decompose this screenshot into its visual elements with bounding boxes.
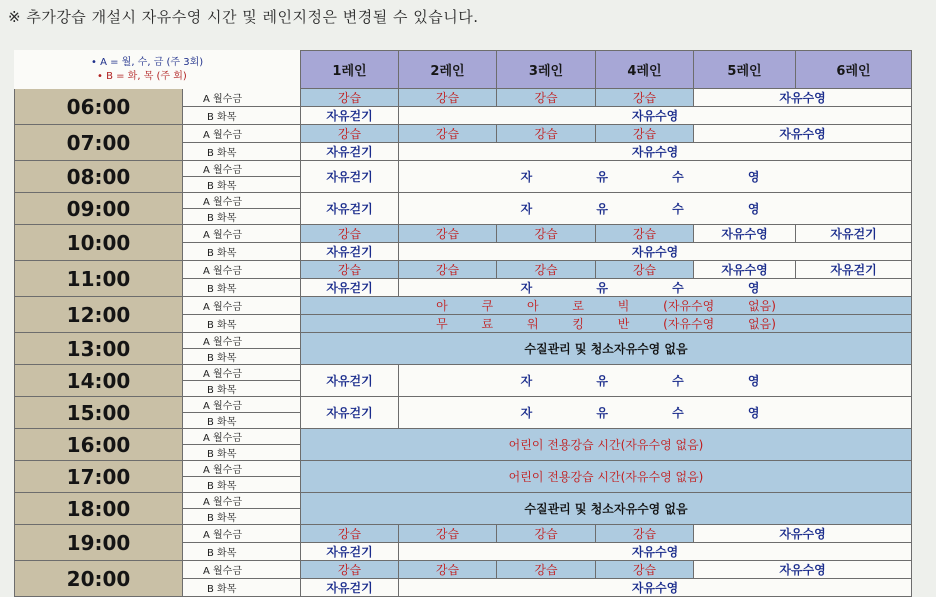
- kids-lesson-cell: 어린이 전용강습 시간(자유수영 없음): [301, 461, 912, 493]
- time-1600: 16:00: [15, 429, 183, 461]
- header-row: [15, 51, 912, 89]
- free-walk-cell: 자유걷기: [301, 397, 399, 429]
- lesson-cell: 강습: [301, 225, 399, 243]
- row-1600-a: [15, 429, 912, 445]
- pool-schedule-table: [14, 50, 912, 597]
- lesson-cell: 강습: [497, 525, 596, 543]
- free-walk-cell: 자유걷기: [301, 143, 399, 161]
- free-walk-cell: 자유걷기: [301, 107, 399, 125]
- time-1700: 17:00: [15, 461, 183, 493]
- lesson-cell: 강습: [301, 561, 399, 579]
- day-a: A 월수금: [183, 161, 301, 177]
- free-swim-spaced-cell: 자 유 수 영: [399, 365, 912, 397]
- row-0700-a: [15, 125, 912, 143]
- day-b: B 화목: [183, 509, 301, 525]
- lesson-cell: 강습: [497, 561, 596, 579]
- day-b: B 화목: [183, 579, 301, 597]
- lesson-cell: 강습: [497, 261, 596, 279]
- time-0900: 09:00: [15, 193, 183, 225]
- free-swim-cell: 자유수영: [694, 261, 796, 279]
- lesson-cell: 강습: [596, 525, 694, 543]
- free-swim-spaced-cell: 자 유 수 영: [399, 161, 912, 193]
- free-swim-spaced-cell: 자 유 수 영: [399, 397, 912, 429]
- free-swim-spaced-cell: 자 유 수 영: [399, 193, 912, 225]
- free-swim-cell: 자유수영: [694, 525, 912, 543]
- lesson-cell: 강습: [596, 261, 694, 279]
- lesson-cell: 강습: [301, 89, 399, 107]
- day-a: A 월수금: [183, 561, 301, 579]
- day-b: B 화목: [183, 209, 301, 225]
- day-b: B 화목: [183, 107, 301, 125]
- lesson-cell: 강습: [596, 225, 694, 243]
- free-walk-cell: 자유걷기: [301, 161, 399, 193]
- day-a: A 월수금: [183, 89, 301, 107]
- free-walk-cell: 자유걷기: [301, 279, 399, 297]
- day-a: A 월수금: [183, 429, 301, 445]
- free-swim-cell: 자유수영: [694, 125, 912, 143]
- free-swim-cell: 자유수영: [399, 243, 912, 261]
- day-a: A 월수금: [183, 525, 301, 543]
- day-b: B 화목: [183, 543, 301, 561]
- time-0800: 08:00: [15, 161, 183, 193]
- time-1300: 13:00: [15, 333, 183, 365]
- time-1400: 14:00: [15, 365, 183, 397]
- free-walk-cell: 자유걷기: [301, 243, 399, 261]
- lesson-cell: 강습: [399, 89, 497, 107]
- lane-header-6: 6레인: [796, 51, 912, 89]
- day-b: B 화목: [183, 381, 301, 397]
- row-1500-a: [15, 397, 912, 413]
- day-b: B 화목: [183, 445, 301, 461]
- time-1200: 12:00: [15, 297, 183, 333]
- day-b: B 화목: [183, 315, 301, 333]
- free-walk-cell: 자유걷기: [301, 543, 399, 561]
- day-a: A 월수금: [183, 225, 301, 243]
- free-walking-cell: 무 료 워 킹 반 (자유수영 없음): [301, 315, 912, 333]
- day-a: A 월수금: [183, 193, 301, 209]
- row-1800-a: [15, 493, 912, 509]
- day-b: B 화목: [183, 477, 301, 493]
- time-2000: 20:00: [15, 561, 183, 597]
- free-walk-cell: 자유걷기: [301, 193, 399, 225]
- lesson-cell: 강습: [497, 125, 596, 143]
- row-0600-a: [15, 89, 912, 107]
- lesson-cell: 강습: [596, 125, 694, 143]
- free-walk-cell: 자유걷기: [796, 225, 912, 243]
- free-swim-cell: 자유수영: [694, 89, 912, 107]
- day-b: B 화목: [183, 413, 301, 429]
- time-1900: 19:00: [15, 525, 183, 561]
- row-1900-a: [15, 525, 912, 543]
- lesson-cell: 강습: [497, 89, 596, 107]
- time-1100: 11:00: [15, 261, 183, 297]
- free-swim-cell: 자유수영: [694, 561, 912, 579]
- day-a: A 월수금: [183, 461, 301, 477]
- time-1800: 18:00: [15, 493, 183, 525]
- free-walk-cell: 자유걷기: [796, 261, 912, 279]
- day-a: A 월수금: [183, 125, 301, 143]
- time-0700: 07:00: [15, 125, 183, 161]
- day-b: B 화목: [183, 349, 301, 365]
- row-1400-a: [15, 365, 912, 381]
- schedule-notice: ※ 추가강습 개설시 자유수영 시간 및 레인지정은 변경될 수 있습니다.: [8, 8, 479, 26]
- day-b: B 화목: [183, 177, 301, 193]
- kids-lesson-cell: 어린이 전용강습 시간(자유수영 없음): [301, 429, 912, 461]
- free-swim-cell: 자유수영: [399, 143, 912, 161]
- lesson-cell: 강습: [399, 125, 497, 143]
- legend: [15, 51, 301, 89]
- row-1000-a: [15, 225, 912, 243]
- free-swim-cell: 자유수영: [399, 579, 912, 597]
- free-swim-cell: 자유수영: [399, 543, 912, 561]
- lesson-cell: 강습: [596, 561, 694, 579]
- row-0900-a: [15, 193, 912, 209]
- legend-a: • A = 월, 수, 금 (주 3회): [91, 56, 204, 68]
- lesson-cell: 강습: [497, 225, 596, 243]
- lesson-cell: 강습: [596, 89, 694, 107]
- maintenance-cell: 수질관리 및 청소자유수영 없음: [301, 493, 912, 525]
- time-1000: 10:00: [15, 225, 183, 261]
- row-0800-a: [15, 161, 912, 177]
- row-1700-a: [15, 461, 912, 477]
- lane-header-4: 4레인: [596, 51, 694, 89]
- day-a: A 월수금: [183, 397, 301, 413]
- lesson-cell: 강습: [399, 225, 497, 243]
- free-swim-spaced-cell: 자 유 수 영: [399, 279, 912, 297]
- aqua-aerobic-cell: 아 쿠 아 로 빅 (자유수영 없음): [301, 297, 912, 315]
- lane-header-1: 1레인: [301, 51, 399, 89]
- free-walk-cell: 자유걷기: [301, 365, 399, 397]
- day-b: B 화목: [183, 243, 301, 261]
- row-1100-a: [15, 261, 912, 279]
- lane-header-3: 3레인: [497, 51, 596, 89]
- lesson-cell: 강습: [301, 125, 399, 143]
- lesson-cell: 강습: [301, 261, 399, 279]
- maintenance-cell: 수질관리 및 청소자유수영 없음: [301, 333, 912, 365]
- day-b: B 화목: [183, 279, 301, 297]
- time-0600: 06:00: [15, 89, 183, 125]
- lesson-cell: 강습: [399, 561, 497, 579]
- day-a: A 월수금: [183, 493, 301, 509]
- lane-header-2: 2레인: [399, 51, 497, 89]
- free-walk-cell: 자유걷기: [301, 579, 399, 597]
- day-b: B 화목: [183, 143, 301, 161]
- time-1500: 15:00: [15, 397, 183, 429]
- day-a: A 월수금: [183, 297, 301, 315]
- legend-b: • B = 화, 목 (주 회): [97, 70, 187, 82]
- lane-header-5: 5레인: [694, 51, 796, 89]
- lesson-cell: 강습: [399, 261, 497, 279]
- lesson-cell: 강습: [399, 525, 497, 543]
- free-swim-cell: 자유수영: [399, 107, 912, 125]
- free-swim-cell: 자유수영: [694, 225, 796, 243]
- day-a: A 월수금: [183, 333, 301, 349]
- row-1300-a: [15, 333, 912, 349]
- day-a: A 월수금: [183, 365, 301, 381]
- row-1200-a: [15, 297, 912, 315]
- day-a: A 월수금: [183, 261, 301, 279]
- lesson-cell: 강습: [301, 525, 399, 543]
